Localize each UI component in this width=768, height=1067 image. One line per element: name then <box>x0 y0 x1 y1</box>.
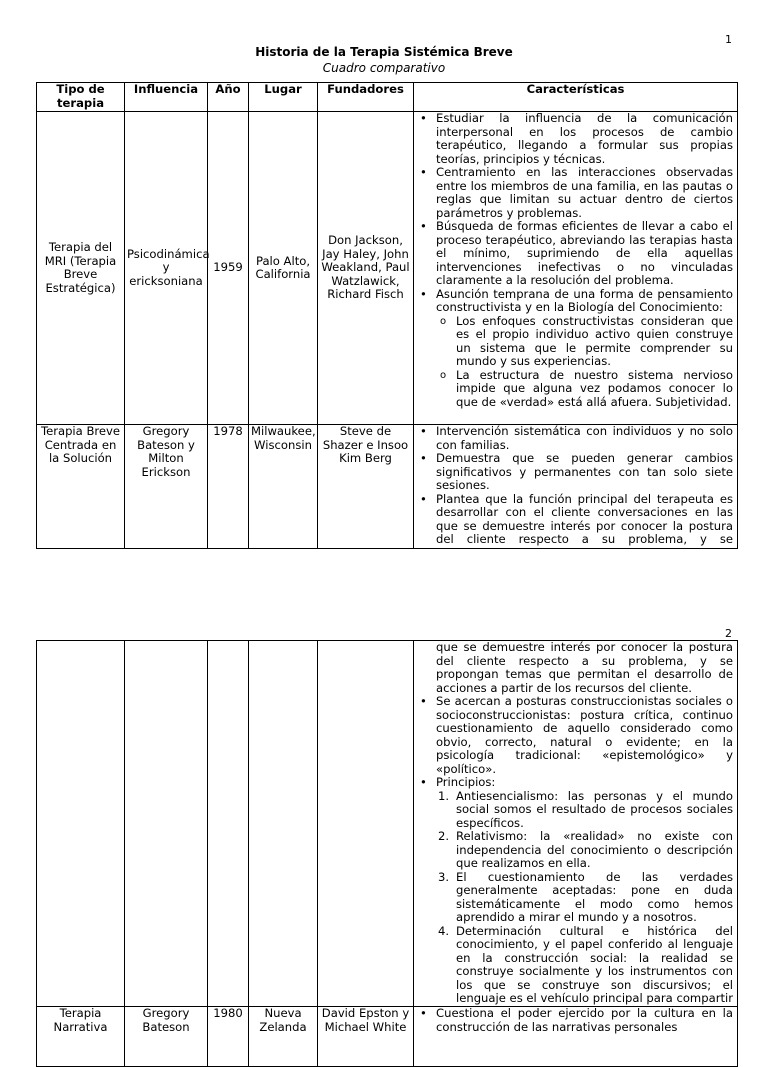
page-break-clip <box>416 641 733 1005</box>
header-caracteristicas: Características <box>414 83 738 112</box>
cell-anio: 1959 <box>208 112 249 425</box>
cell-fundadores: Steve de Shazer e Insoo Kim Berg <box>318 425 414 549</box>
sub-list-item: o Los enfoques constructivistas consideran que es el propio individuo activo quien construye un sistema que le permite comprender su mundo y sus experiencias. <box>456 315 733 369</box>
page-gap <box>0 585 768 618</box>
cell-lugar: Palo Alto, California <box>249 112 318 425</box>
list-item: • Centramiento en las interacciones observadas entre los miembros de una familia, en las pautas o reglas que limitan su actuar dentro de ciertos parámetros y problemas. <box>436 166 733 220</box>
list-item: • Búsqueda de formas eficientes de llevar a cabo el proceso terapéutico, abreviando las terapias hasta el mínimo, suprimiendo de ella aquellas intervenciones inefectivas o no vinculadas claramente a la resolución del problema. <box>436 220 733 288</box>
comparison-table <box>36 82 738 549</box>
page-number: 2 <box>725 627 732 640</box>
cell-influencia: Gregory Bateson <box>125 1007 208 1067</box>
header-tipo: Tipo de terapia <box>37 83 125 112</box>
numbered-item: 3. El cuestionamiento de las verdades generalmente aceptadas: pone en duda sistemáticamente el modo como hemos aprendido a mirar el mundo y a nosotros. <box>438 869 733 924</box>
header-anio: Año <box>208 83 249 112</box>
comparison-table-continued <box>36 640 738 1067</box>
table-header-row <box>37 83 738 112</box>
cell-influencia: Gregory Bateson y Milton Erickson <box>125 425 208 549</box>
cell-caracteristicas <box>414 1007 738 1067</box>
list-item: • Intervención sistemática con individuos y no solo con familias. <box>436 425 733 452</box>
header-fundadores: Fundadores <box>318 83 414 112</box>
cell-caracteristicas <box>414 112 738 425</box>
cell-anio <box>208 641 249 1007</box>
list-item: • Plantea que la función principal del terapeuta es desarrollar con el cliente conversaciones en las que se demuestre interés por conocer la postura del cliente respecto a su problema, y se <box>436 493 733 548</box>
document-title: Historia de la Terapia Sistémica Breve <box>255 45 513 59</box>
cell-tipo: Terapia del MRI (Terapia Breve Estratégica) <box>37 112 125 425</box>
cell-fundadores: Don Jackson, Jay Haley, John Weakland, Paul Watzlawick, Richard Fisch <box>318 112 414 425</box>
document-subtitle: Cuadro comparativo <box>322 61 446 75</box>
cell-influencia: Psicodinámica y ericksoniana <box>125 112 208 425</box>
cell-tipo: Terapia Breve Centrada en la Solución <box>37 425 125 549</box>
table-row <box>37 425 738 549</box>
cell-caracteristicas <box>414 641 738 1007</box>
cell-caracteristicas <box>414 425 738 549</box>
cell-anio: 1980 <box>208 1007 249 1067</box>
list-item: • Cuestiona el poder ejercido por la cultura en la construcción de las narrativas personales <box>436 1007 733 1034</box>
list-item: • Estudiar la influencia de la comunicación interpersonal en los procesos de cambio terapéutico, llegando a formular sus propias teorías, principios y técnicas. <box>436 112 733 166</box>
header-lugar: Lugar <box>249 83 318 112</box>
list-item: • Se acercan a posturas construccionistas sociales o socioconstruccionistas: postura crítica, continuo cuestionamiento de aquello considerado como obvio, correcto, natural o evidente; en la psicología tradicional: «epistemológico» y «político». <box>436 695 733 776</box>
list-item: • que se demuestre interés por conocer la postura del cliente respecto a su problema, y se propongan temas que permitan el desarrollo de acciones a partir de los recursos del cliente. <box>436 641 733 695</box>
cell-lugar: Milwaukee, Wisconsin <box>249 425 318 549</box>
cell-tipo: Terapia Narrativa <box>37 1007 125 1067</box>
cell-fundadores <box>318 641 414 1007</box>
page-break-clip <box>416 425 733 547</box>
numbered-item: 2. Relativismo: la «realidad» no existe con independencia del conocimiento o descripción que realizamos en ella. <box>438 829 733 870</box>
page-2 <box>0 618 768 1034</box>
cell-lugar: Nueva Zelanda <box>249 1007 318 1067</box>
list-item-text: Asunción temprana de una forma de pensamiento constructivista y en la Biología del Conocimiento: <box>436 286 733 314</box>
cell-lugar <box>249 641 318 1007</box>
header-influencia: Influencia <box>125 83 208 112</box>
list-item-text: Principios: <box>436 775 496 789</box>
cell-fundadores: David Epston y Michael White <box>318 1007 414 1067</box>
cell-tipo <box>37 641 125 1007</box>
list-item <box>436 776 733 1005</box>
numbered-item: 4. Determinación cultural e histórica del conocimiento, y el papel conferido al lenguaje en la construcción social: la realidad se construye socialmente y los instrumentos con los que se construye son discursivos; el lenguaje es el vehículo principal para compartir <box>438 923 733 1005</box>
table-row <box>37 641 738 1007</box>
sub-list-item: o La estructura de nuestro sistema nervioso impide que alguna vez podamos conocer lo que de «verdad» está allá afuera. Subjetividad. <box>456 369 733 410</box>
cell-influencia <box>125 641 208 1007</box>
table-row <box>37 1007 738 1067</box>
list-item: • Demuestra que se pueden generar cambios significativos y permanentes con tan solo siete sesiones. <box>436 452 733 493</box>
cell-anio: 1978 <box>208 425 249 549</box>
page-number: 1 <box>725 33 732 46</box>
list-item <box>436 288 733 410</box>
table-row <box>37 112 738 425</box>
numbered-item: 1. Antiesencialismo: las personas y el mundo social somos el resultado de procesos sociales específicos. <box>438 788 733 830</box>
